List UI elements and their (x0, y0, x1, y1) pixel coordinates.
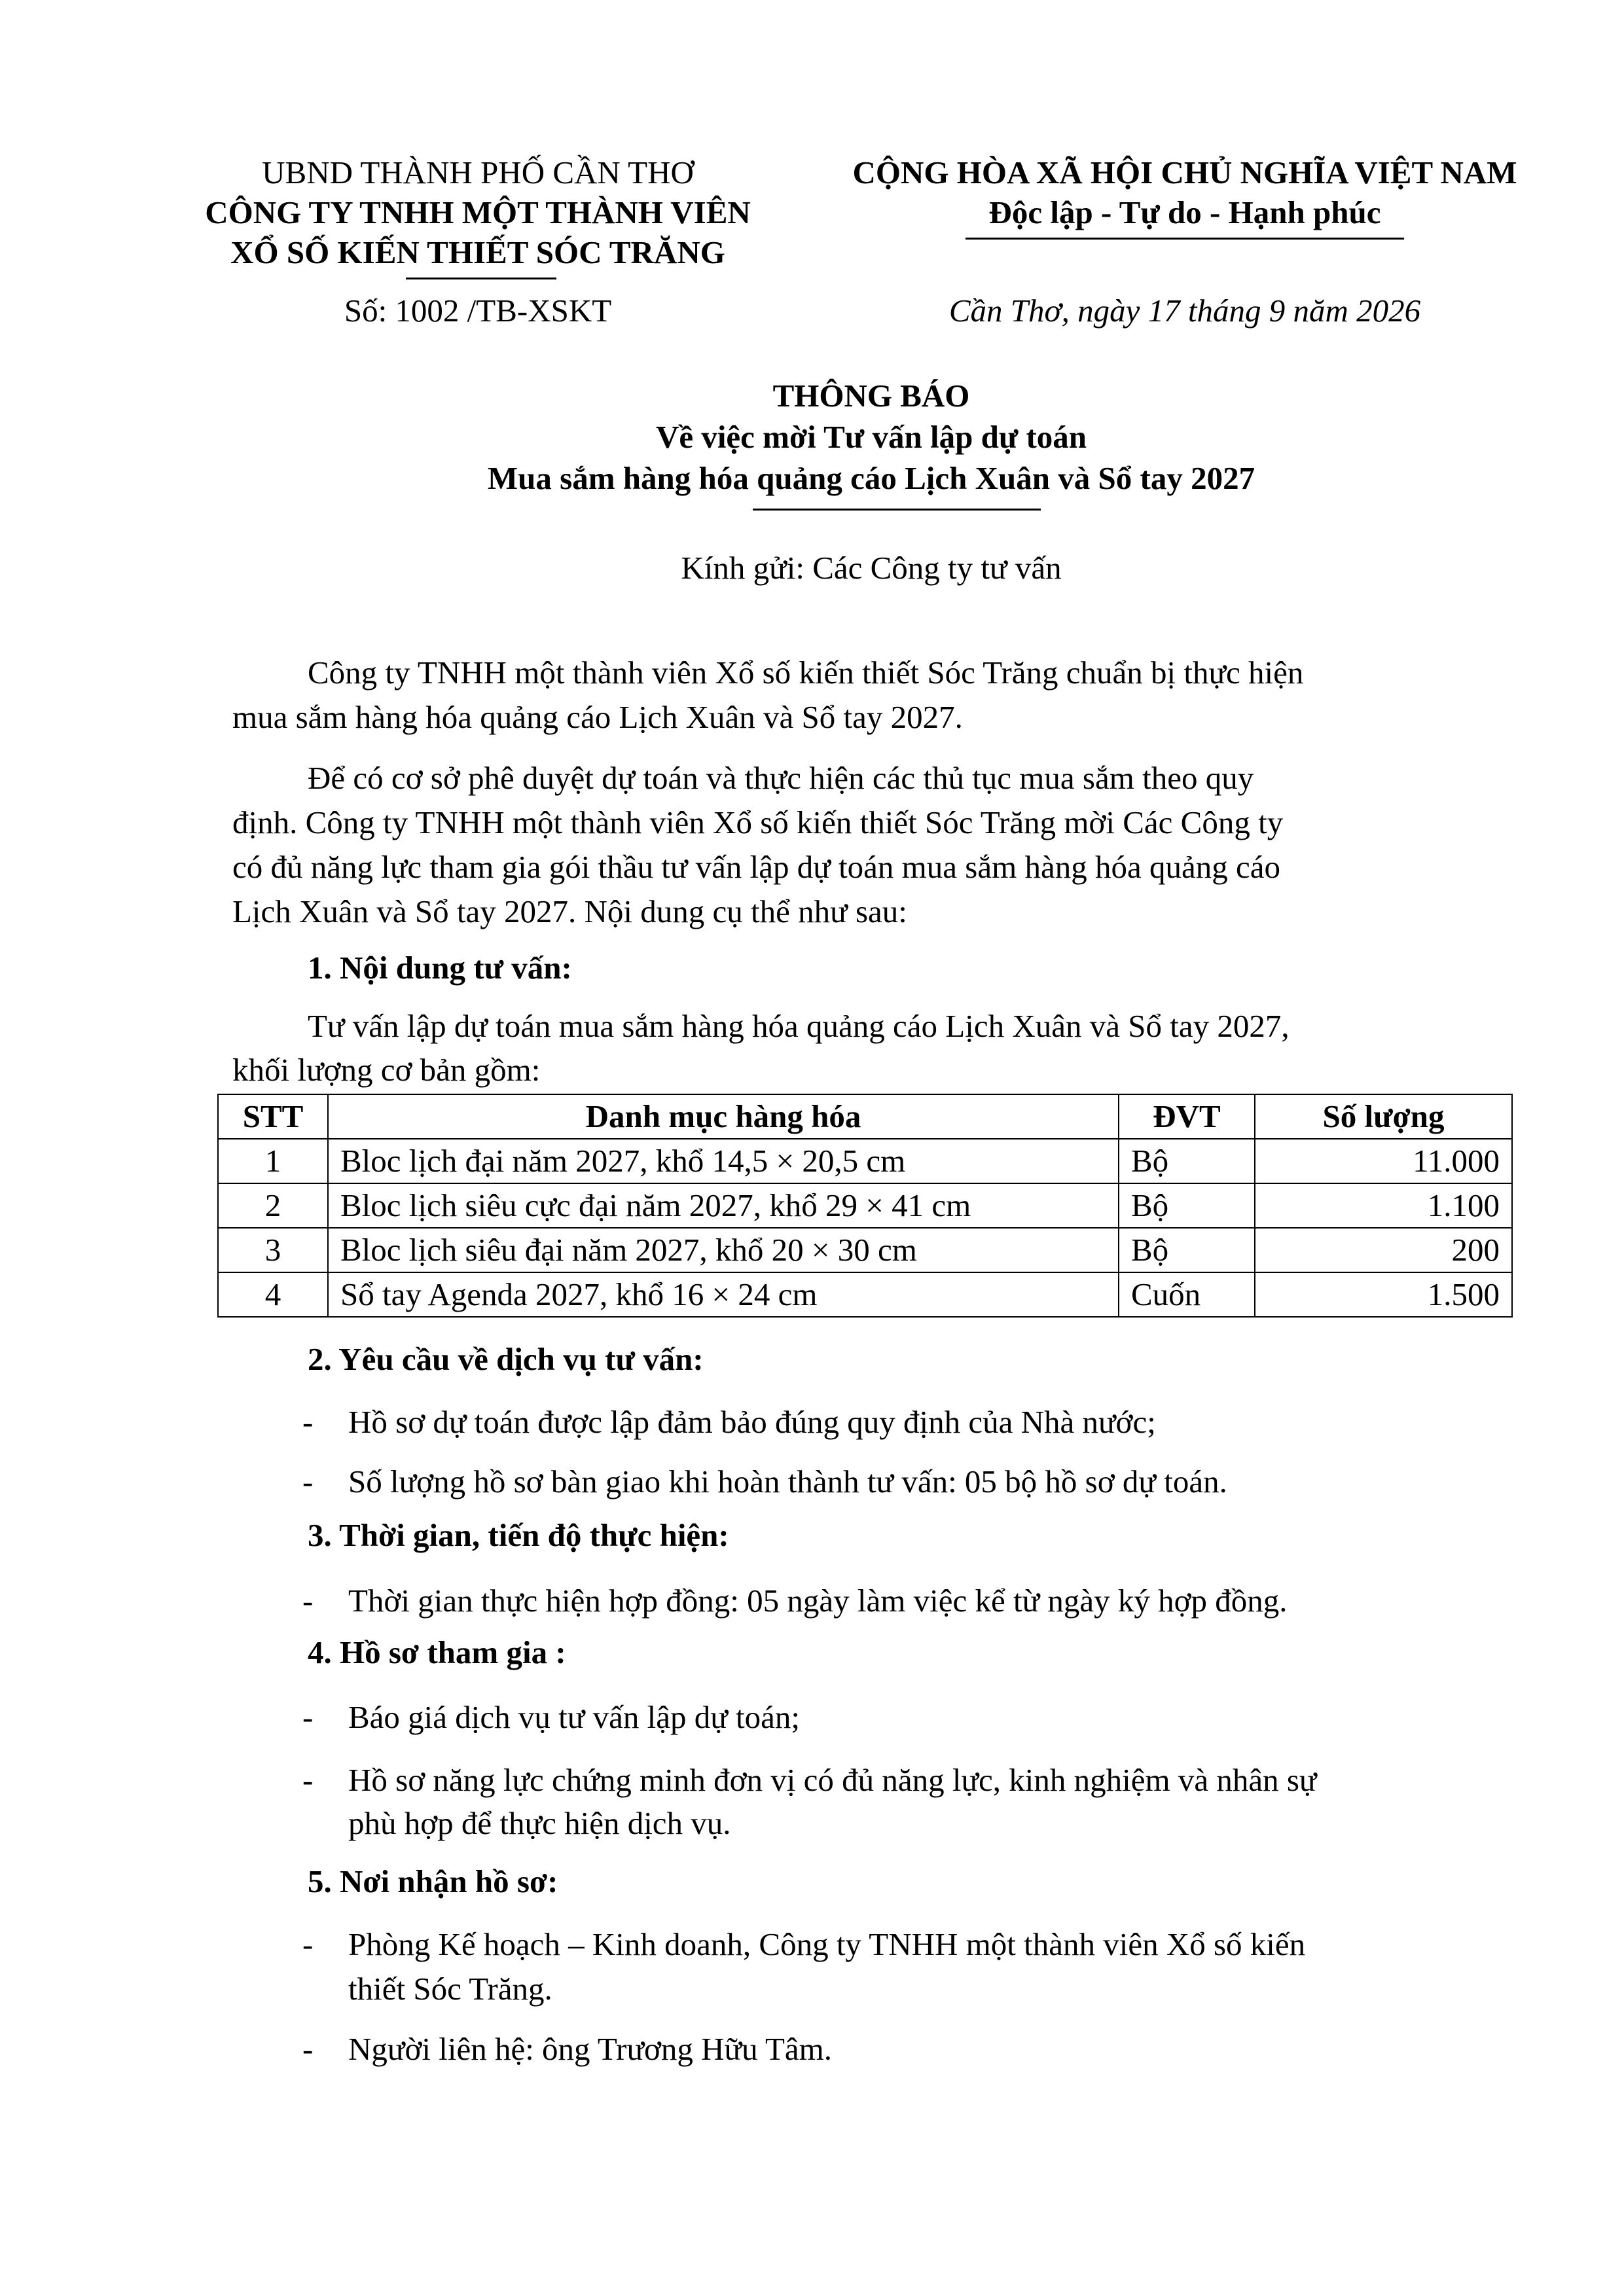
cell-quantity: 1.500 (1255, 1272, 1512, 1317)
section-2-heading: 2. Yêu cầu về dịch vụ tư vấn: (308, 1341, 704, 1377)
list-item-text: Phòng Kế hoạch – Kinh doanh, Công ty TNHH một thành viên Xổ số kiến (348, 1926, 1306, 1962)
cell-item: Bloc lịch đại năm 2027, khổ 14,5 × 20,5 cm (328, 1139, 1119, 1183)
motto-underline (965, 238, 1404, 240)
table-row (218, 1228, 1512, 1272)
list-item-text: Báo giá dịch vụ tư vấn lập dự toán; (348, 1699, 800, 1735)
title-underline (753, 509, 1041, 511)
goods-table (217, 1094, 1513, 1318)
cell-unit: Cuốn (1119, 1272, 1255, 1317)
paragraph-2-line-2: định. Công ty TNHH một thành viên Xổ số kiến thiết Sóc Trăng mời Các Công ty (232, 804, 1284, 840)
bullet-dash: - (302, 1404, 314, 1440)
bullet-dash: - (302, 1926, 314, 1962)
org-line-2: CÔNG TY TNHH MỘT THÀNH VIÊN (205, 194, 751, 230)
bullet-dash: - (302, 2031, 314, 2067)
table-row (218, 1183, 1512, 1228)
cell-stt: 3 (218, 1228, 328, 1272)
column-header-stt: STT (218, 1094, 328, 1139)
paragraph-2-line-1: Để có cơ sở phê duyệt dự toán và thực hiện các thủ tục mua sắm theo quy (308, 760, 1254, 796)
bullet-dash: - (302, 1463, 314, 1499)
recipient-line: Kính gửi: Các Công ty tư vấn (681, 550, 1062, 586)
place-date: Cần Thơ, ngày 17 tháng 9 năm 2026 (948, 293, 1421, 329)
list-item-continuation: phù hợp để thực hiện dịch vụ. (348, 1805, 731, 1841)
bullet-dash: - (302, 1699, 314, 1735)
section-1-heading: 1. Nội dung tư vấn: (308, 950, 572, 986)
cell-item: Bloc lịch siêu cực đại năm 2027, khổ 29 × 41 cm (328, 1183, 1119, 1228)
list-item-text: Người liên hệ: ông Trương Hữu Tâm. (348, 2031, 833, 2067)
document-title: THÔNG BÁO (772, 378, 970, 414)
section-1-intro-line-1: Tư vấn lập dự toán mua sắm hàng hóa quảng cáo Lịch Xuân và Sổ tay 2027, (308, 1008, 1290, 1044)
org-underline (406, 278, 556, 279)
list-item-continuation: thiết Sóc Trăng. (348, 1971, 552, 2007)
cell-quantity: 1.100 (1255, 1183, 1512, 1228)
paragraph-1-line-2: mua sắm hàng hóa quảng cáo Lịch Xuân và Sổ tay 2027. (232, 699, 963, 735)
table-row (218, 1139, 1512, 1183)
paragraph-2-line-4: Lịch Xuân và Sổ tay 2027. Nội dung cụ thể như sau: (232, 893, 907, 929)
issuing-authority (131, 154, 825, 191)
document-number: Số: 1002 /TB-XSKT (344, 293, 612, 329)
cell-unit: Bộ (1119, 1139, 1255, 1183)
cell-quantity: 11.000 (1255, 1139, 1512, 1183)
cell-stt: 4 (218, 1272, 328, 1317)
list-item-text: Hồ sơ năng lực chứng minh đơn vị có đủ năng lực, kinh nghiệm và nhân sự (348, 1762, 1317, 1798)
section-4-heading: 4. Hồ sơ tham gia : (308, 1634, 566, 1670)
bullet-dash: - (302, 1583, 314, 1619)
nation-title: CỘNG HÒA XÃ HỘI CHỦ NGHĨA VIỆT NAM (852, 154, 1517, 190)
cell-unit: Bộ (1119, 1183, 1255, 1228)
section-1-intro-line-2: khối lượng cơ bản gồm: (232, 1052, 541, 1088)
paragraph-1-line-1: Công ty TNHH một thành viên Xổ số kiến thiết Sóc Trăng chuẩn bị thực hiện (308, 655, 1304, 691)
document-subtitle-2: Mua sắm hàng hóa quảng cáo Lịch Xuân và Sổ tay 2027 (487, 460, 1255, 496)
column-header-unit: ĐVT (1119, 1094, 1255, 1139)
list-item-text: Hồ sơ dự toán được lập đảm bảo đúng quy định của Nhà nước; (348, 1404, 1156, 1440)
company-name (131, 194, 825, 231)
cell-quantity: 200 (1255, 1228, 1512, 1272)
section-3-heading: 3. Thời gian, tiến độ thực hiện: (308, 1517, 729, 1553)
column-header-quantity: Số lượng (1255, 1094, 1512, 1139)
cell-item: Bloc lịch siêu đại năm 2027, khổ 20 × 30 cm (328, 1228, 1119, 1272)
document-subtitle-1: Về việc mời Tư vấn lập dự toán (655, 419, 1087, 455)
paragraph-2-line-3: có đủ năng lực tham gia gói thầu tư vấn lập dự toán mua sắm hàng hóa quảng cáo (232, 849, 1280, 885)
list-item-text: Số lượng hồ sơ bàn giao khi hoàn thành tư vấn: 05 bộ hồ sơ dự toán. (348, 1463, 1227, 1499)
list-item-text: Thời gian thực hiện hợp đồng: 05 ngày làm việc kể từ ngày ký hợp đồng. (348, 1583, 1288, 1619)
national-motto: Độc lập - Tự do - Hạnh phúc (988, 194, 1381, 230)
column-header-item: Danh mục hàng hóa (328, 1094, 1119, 1139)
cell-unit: Bộ (1119, 1228, 1255, 1272)
org-line-1: UBND THÀNH PHỐ CẦN THƠ (262, 154, 694, 190)
table-header-row (218, 1094, 1512, 1139)
table-row (218, 1272, 1512, 1317)
section-5-heading: 5. Nơi nhận hồ sơ: (308, 1863, 558, 1899)
company-name-cont (131, 234, 825, 271)
cell-stt: 2 (218, 1183, 328, 1228)
org-line-3: XỔ SỐ KIẾN THIẾT SÓC TRĂNG (230, 234, 725, 270)
cell-item: Sổ tay Agenda 2027, khổ 16 × 24 cm (328, 1272, 1119, 1317)
bullet-dash: - (302, 1762, 314, 1798)
cell-stt: 1 (218, 1139, 328, 1183)
